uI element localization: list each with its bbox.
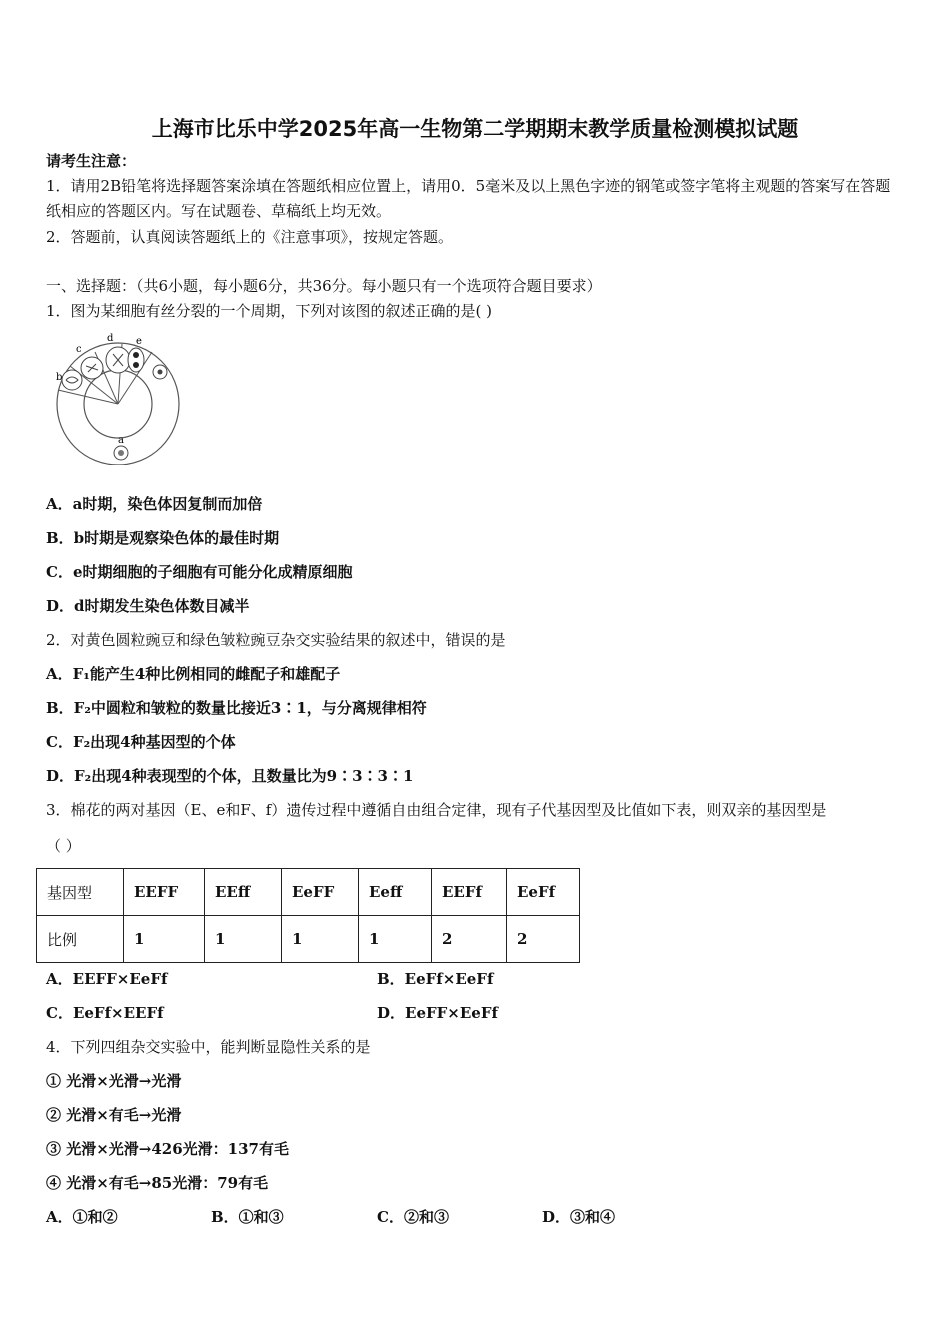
q4-option-c: C．②和③ [377,1208,449,1226]
q1-option-b: B．b时期是观察染色体的最佳时期 [46,529,280,547]
table-cell: EeFF [282,869,359,916]
q2-option-b: B．F₂中圆粒和皱粒的数量比接近3∶1，与分离规律相符 [46,699,427,717]
cell-e [128,348,144,372]
table-header-cell: 比例 [37,916,124,963]
q4-item-2: ② 光滑×有毛→光滑 [46,1106,182,1124]
table-row [37,916,580,963]
table-cell: EEFf [432,869,507,916]
q4-item-4: ④ 光滑×有毛→85光滑：79有毛 [46,1174,269,1192]
cell-cycle-diagram [50,330,190,465]
table-cell: EEFF [124,869,205,916]
q3-option-d: D．EeFF×EeFf [377,1004,498,1022]
q4-item-1: ① 光滑×光滑→光滑 [46,1072,182,1090]
table-cell: 2 [432,916,507,963]
label-b: b [56,372,63,383]
q4-option-d: D．③和④ [542,1208,616,1226]
genotype-table [36,868,580,963]
table-cell: 1 [359,916,432,963]
table-cell: 1 [205,916,282,963]
q4-stem: 4．下列四组杂交实验中，能判断显隐性关系的是 [46,1038,371,1056]
q1-option-d: D．d时期发生染色体数目减半 [46,597,250,615]
nucleus-dot [158,370,163,375]
table-cell: 1 [282,916,359,963]
label-c: c [76,344,82,355]
q2-option-d: D．F₂出现4种表现型的个体，且数量比为9∶3∶3∶1 [46,767,414,785]
notice-heading: 请考生注意： [46,152,137,170]
table-cell: Eeff [359,869,432,916]
q3-option-a: A．EEFF×EeFf [46,970,168,988]
q1-option-a: A．a时期，染色体因复制而加倍 [46,495,263,513]
table-cell: 2 [507,916,580,963]
q4-item-3: ③ 光滑×光滑→426光滑：137有毛 [46,1140,289,1158]
table-cell: 1 [124,916,205,963]
q4-option-a: A．①和② [46,1208,118,1226]
nucleus-dot [133,362,139,368]
table-cell: EEff [205,869,282,916]
nucleus-dot [133,352,139,358]
notice-item-1: 1．请用2B铅笔将选择题答案涂填在答题纸相应位置上，请用0．5毫米及以上黑色字迹的钢笔或签字笔将主观题的答案写在答题纸相应的答题区内。写在试题卷、草稿纸上均无效。 [46,177,891,220]
table-cell: EeFf [507,869,580,916]
q3-option-b: B．EeFf×EeFf [377,970,494,988]
q1-stem: 1．图为某细胞有丝分裂的一个周期，下列对该图的叙述正确的是( ) [46,302,493,320]
q3-answer-paren: （ ） [46,837,81,855]
table-row [37,869,580,916]
table-header-cell: 基因型 [37,869,124,916]
label-e: e [136,336,142,347]
notice-item-2: 2．答题前，认真阅读答题纸上的《注意事项》，按规定答题。 [46,228,454,246]
cell-b [62,370,82,390]
q4-option-b: B．①和③ [211,1208,284,1226]
q3-option-c: C．EeFf×EEFf [46,1004,164,1022]
label-a: a [118,435,124,446]
nucleus-dot [118,450,124,456]
q2-option-a: A．F₁能产生4种比例相同的雌配子和雄配子 [46,665,341,683]
page-title: 上海市比乐中学2025年高一生物第二学期期末教学质量检测模拟试题 [151,117,799,141]
q1-option-c: C．e时期细胞的子细胞有可能分化成精原细胞 [46,563,353,581]
q3-stem: 3．棉花的两对基因（E、e和F、f）遗传过程中遵循自由组合定律，现有子代基因型及比值如下表，则双亲的基因型是 [46,801,827,819]
label-d: d [107,333,114,344]
q2-stem: 2．对黄色圆粒豌豆和绿色皱粒豌豆杂交实验结果的叙述中，错误的是 [46,631,506,649]
q2-option-c: C．F₂出现4种基因型的个体 [46,733,236,751]
section-heading: 一、选择题：（共6小题，每小题6分，共36分。每小题只有一个选项符合题目要求） [46,277,602,295]
